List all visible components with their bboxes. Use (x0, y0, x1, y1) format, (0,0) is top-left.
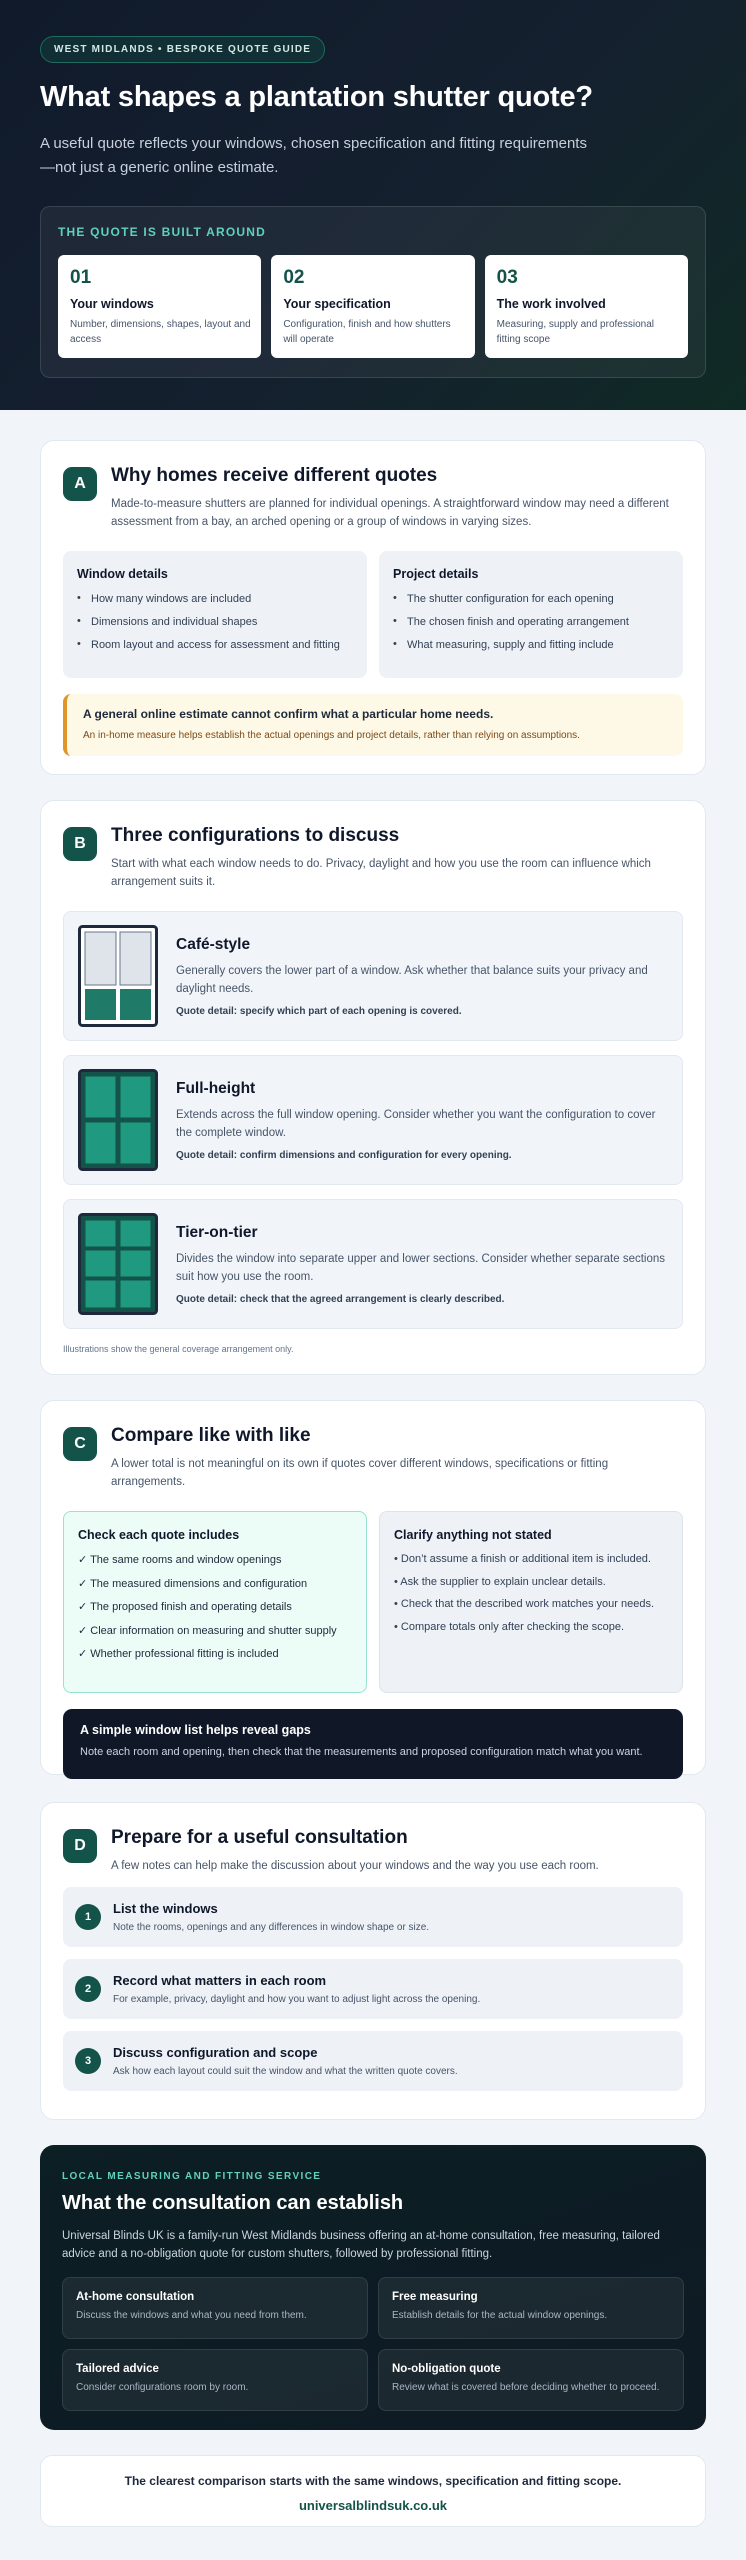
cafe-style-shutter-icon (78, 925, 158, 1027)
config-tier-on-tier (63, 1199, 683, 1329)
hero-subtitle: A useful quote reflects your windows, chosen specification and fitting requirements —not just a generic online estimate. (40, 135, 587, 176)
list-item: • The chosen finish and operating arrangement (393, 616, 669, 628)
illustration-note: Illustrations show the general coverage arrangement only. (63, 1344, 294, 1354)
list-item: • Dimensions and individual shapes (77, 616, 353, 628)
factor-card (58, 255, 261, 358)
footer (40, 2455, 706, 2527)
window-list-callout (63, 1709, 683, 1779)
config-title: Full-height (176, 1079, 256, 1097)
full-height-shutter-icon (78, 1069, 158, 1171)
box-title: Project details (393, 567, 479, 581)
window-details-box (63, 551, 367, 678)
section-title: Why homes receive different quotes (111, 465, 438, 486)
section-intro: A lower total is not meaningful on its own if quotes cover different windows, specifications or fitting arrangements. (111, 1458, 609, 1488)
config-desc: Generally covers the lower part of a window. Ask whether that balance suits your privacy and daylight needs. (176, 964, 648, 995)
section-intro: Start with what each window needs to do. Privacy, daylight and how you use the room can influence which arrangement suits it. (111, 858, 651, 888)
footer-text: The clearest comparison starts with the same windows, specification and fitting scope. (124, 2474, 622, 2488)
factor-title: Your windows (70, 297, 154, 311)
service-item (378, 2349, 684, 2411)
section-badge: B (63, 827, 97, 861)
config-title: Café-style (176, 935, 251, 953)
service-title: Tailored advice (76, 2363, 159, 2375)
warning-title: A general online estimate cannot confirm what a particular home needs. (83, 707, 494, 721)
config-full-height (63, 1055, 683, 1185)
service-desc: Consider configurations room by room. (76, 2382, 249, 2393)
step-number: 2 (75, 1976, 101, 2002)
built-caption: THE QUOTE IS BUILT AROUND (58, 225, 266, 239)
checklist-item: ✓ Whether professional fitting is included (78, 1648, 279, 1660)
section-title: Prepare for a useful consultation (111, 1827, 408, 1848)
consultation-caption: LOCAL MEASURING AND FITTING SERVICE (62, 2171, 322, 2182)
page-title: What shapes a plantation shutter quote? (40, 81, 593, 113)
config-title: Tier-on-tier (176, 1223, 258, 1241)
service-item (62, 2349, 368, 2411)
section-intro: A few notes can help make the discussion about your windows and the way you use each room. (111, 1860, 599, 1872)
factor-number: 03 (496, 267, 518, 288)
list-item: • How many windows are included (77, 593, 353, 605)
factor-title: Your specification (283, 297, 391, 311)
warning-callout (63, 694, 683, 756)
section-badge: A (63, 467, 97, 501)
service-item (378, 2277, 684, 2339)
project-details-box (379, 551, 683, 678)
list-item: • Don’t assume a finish or additional item is included. (394, 1553, 651, 1565)
clarify-box (379, 1511, 683, 1693)
config-quote-detail: Quote detail: confirm dimensions and configuration for every opening. (176, 1149, 512, 1161)
service-title: At-home consultation (76, 2291, 195, 2303)
step-desc: For example, privacy, daylight and how you want to adjust light across the opening. (113, 1994, 481, 2005)
service-item (62, 2277, 368, 2339)
section-configurations (40, 800, 706, 1375)
factor-number: 01 (70, 267, 92, 288)
checklist-item: ✓ Clear information on measuring and shutter supply (78, 1624, 337, 1637)
step-title: List the windows (113, 1901, 218, 1916)
section-title: Three configurations to discuss (111, 825, 400, 846)
step-item (63, 2031, 683, 2091)
consultation-section (40, 2145, 706, 2430)
list-item: • Room layout and access for assessment and fitting (77, 639, 353, 651)
factor-desc: Configuration, finish and how shutters will operate (283, 319, 451, 345)
checklist-item: ✓ The same rooms and window openings (78, 1554, 282, 1566)
step-number: 3 (75, 2048, 101, 2074)
service-desc: Establish details for the actual window openings. (392, 2310, 608, 2321)
callout-text: Note each room and opening, then check that the measurements and proposed configuration match what you want. (80, 1746, 643, 1758)
tier-on-tier-shutter-icon (78, 1213, 158, 1315)
warning-text: An in-home measure helps establish the actual openings and project details, rather than relying on assumptions. (83, 730, 580, 741)
factor-number: 02 (283, 267, 305, 288)
config-quote-detail: Quote detail: check that the agreed arrangement is clearly described. (176, 1293, 505, 1305)
callout-title: A simple window list helps reveal gaps (80, 1723, 311, 1737)
section-intro: Made-to-measure shutters are planned for individual openings. A straightforward window may need a different assessment from a bay, an arched opening or a group of windows in varying sizes. (111, 498, 669, 528)
list-item: • Ask the supplier to explain unclear details. (394, 1575, 606, 1588)
service-title: Free measuring (392, 2291, 478, 2303)
hero (0, 0, 746, 410)
step-title: Record what matters in each room (113, 1973, 327, 1988)
website-link[interactable]: universalblindsuk.co.uk (298, 2498, 448, 2513)
list-item: • What measuring, supply and fitting include (393, 639, 669, 651)
step-item (63, 1887, 683, 1947)
step-desc: Note the rooms, openings and any differences in window shape or size. (113, 1922, 430, 1933)
consultation-title: What the consultation can establish (62, 2192, 404, 2214)
config-cafe-style (63, 911, 683, 1041)
checklist-item: ✓ The proposed finish and operating details (78, 1601, 292, 1613)
section-title: Compare like with like (111, 1425, 311, 1446)
checklist-item: ✓ The measured dimensions and configuration (78, 1577, 308, 1590)
factor-card (485, 255, 688, 358)
list-item: • Check that the described work matches your needs. (394, 1598, 655, 1610)
consultation-text: Universal Blinds UK is a family-run West Midlands business offering an at-home consultation, free measuring, tailored advice and a no-obligation quote for custom shutters, followed by professional fitting. (62, 2230, 660, 2260)
config-desc: Extends across the full window opening. Consider whether you want the configuration to cover the complete window. (176, 1108, 656, 1139)
factor-card (271, 255, 474, 358)
section-compare (40, 1400, 706, 1775)
step-number: 1 (75, 1904, 101, 1930)
hero-pill: WEST MIDLANDS • BESPOKE QUOTE GUIDE (40, 36, 325, 63)
check-quote-box (63, 1511, 367, 1693)
factor-desc: Measuring, supply and professional fitting scope (496, 319, 654, 345)
section-badge: C (63, 1427, 97, 1461)
quote-built-around-box (40, 206, 706, 378)
box-title: Clarify anything not stated (394, 1528, 552, 1542)
step-desc: Ask how each layout could suit the window and what the written quote covers. (113, 2066, 458, 2077)
box-title: Check each quote includes (78, 1528, 240, 1542)
service-title: No-obligation quote (392, 2363, 501, 2375)
factor-title: The work involved (496, 297, 606, 311)
config-desc: Divides the window into separate upper and lower sections. Consider whether separate sections suit how you use the room. (176, 1252, 666, 1283)
factor-desc: Number, dimensions, shapes, layout and access (70, 319, 251, 345)
list-item: • Compare totals only after checking the scope. (394, 1620, 625, 1633)
box-title: Window details (77, 567, 168, 581)
config-quote-detail: Quote detail: specify which part of each opening is covered. (176, 1005, 462, 1017)
step-title: Discuss configuration and scope (113, 2045, 318, 2060)
service-desc: Discuss the windows and what you need from them. (76, 2310, 307, 2321)
step-item (63, 1959, 683, 2019)
section-why-quotes-differ (40, 440, 706, 775)
section-prepare (40, 1802, 706, 2120)
section-badge: D (63, 1829, 97, 1863)
service-desc: Review what is covered before deciding whether to proceed. (392, 2382, 660, 2393)
list-item: • The shutter configuration for each opening (393, 593, 669, 605)
